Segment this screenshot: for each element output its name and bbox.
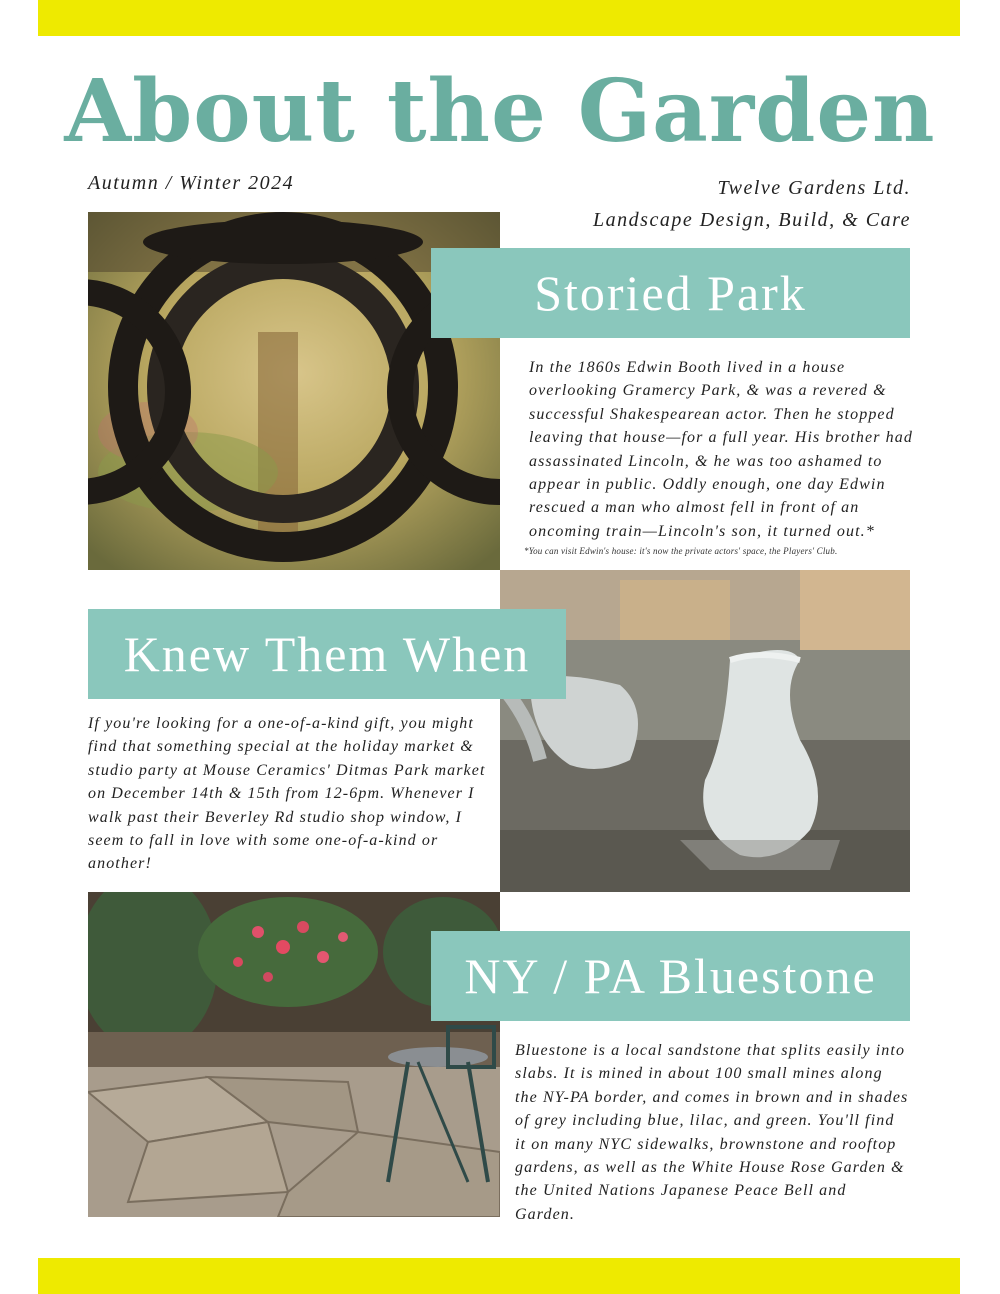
company-name: Twelve Gardens Ltd. [717, 177, 911, 199]
ny-pa-bluestone-body: Bluestone is a local sandstone that splits easily into slabs. It is mined in about 100 small mines along the NY-PA border, and comes in brown and in shades of grey including blue, lilac, and green. You'll find it on many NYC sidewalks, brownstone and rooftop gardens, as well as the White House Rose Garden & the United Nations Japanese Peace Bell and Garden. [515, 1042, 909, 1223]
storied-park-heading: Storied Park [431, 248, 910, 338]
storied-park-footnote: *You can visit Edwin's house: it's now the private actors' space, the Players' Club. [524, 546, 838, 556]
season-label: Autumn / Winter 2024 [88, 172, 295, 194]
ny-pa-bluestone-heading: NY / PA Bluestone [431, 931, 910, 1021]
company-tagline: Landscape Design, Build, & Care [593, 209, 911, 231]
bottom-accent-bar [38, 1258, 960, 1294]
company-block [593, 172, 911, 236]
knew-them-when-heading: Knew Them When [88, 609, 566, 699]
top-accent-bar [38, 0, 960, 36]
storied-park-body: In the 1860s Edwin Booth lived in a house overlooking Gramercy Park, & was a revered & successful Shakespearean actor. Then he stopped leaving that house—for a full year. His brother had assassinated Lincoln, & he was too ashamed to appear in public. Oddly enough, one day Edwin rescued a man who almost fell in front of an oncoming train—Lincoln's son, it turned out.* [529, 359, 913, 540]
knew-them-when-body: If you're looking for a one-of-a-kind gift, you might find that something special at the holiday market & studio party at Mouse Ceramics' Ditmas Park market on December 14th & 15th from 12-6pm. Whenever I walk past their Beverley Rd studio shop window, I seem to fall in love with some one-of-a-kind or another! [88, 715, 486, 873]
page-title: About the Garden [64, 61, 936, 162]
